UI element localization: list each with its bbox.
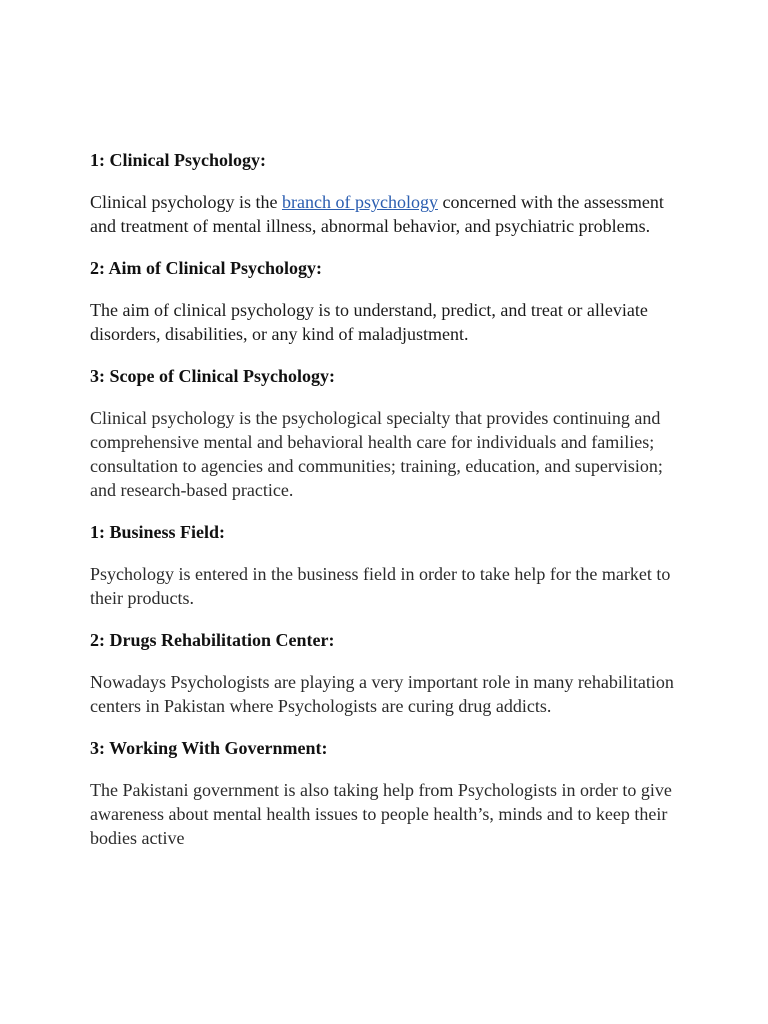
section-heading-drugs-rehabilitation: 2: Drugs Rehabilitation Center: <box>90 630 335 650</box>
document-body <box>90 148 680 868</box>
section-heading-business-field: 1: Business Field: <box>90 522 226 542</box>
section-heading-working-with-government: 3: Working With Government: <box>90 738 328 758</box>
section-text-business-field: Psychology is entered in the business field in order to take help for the market to their products. <box>90 564 671 608</box>
paragraph-text: concerned with the assessment and treatment of mental illness, abnormal behavior, and psychiatric problems. <box>90 192 664 236</box>
section-text-clinical-psychology <box>90 190 680 238</box>
branch-of-psychology-link[interactable]: branch of psychology <box>281 192 438 212</box>
section-heading-clinical-psychology: 1: Clinical Psychology: <box>90 150 266 170</box>
section-text-drugs-rehabilitation: Nowadays Psychologists are playing a very important role in many rehabilitation centers in Pakistan where Psychologists are curing drug addicts. <box>90 672 674 716</box>
section-heading-aim: 2: Aim of Clinical Psychology: <box>90 258 322 278</box>
section-heading-scope: 3: Scope of Clinical Psychology: <box>90 366 335 386</box>
paragraph-text: Clinical psychology is the <box>90 192 282 212</box>
section-text-scope: Clinical psychology is the psychological specialty that provides continuing and comprehensive mental and behavioral health care for individuals and families; consultation to agencies and communities; training, education, and supervision; and research-based practice. <box>90 408 663 500</box>
section-text-working-with-government: The Pakistani government is also taking help from Psychologists in order to give awareness about mental health issues to people health’s, minds and to keep their bodies active <box>90 780 672 848</box>
section-text-aim: The aim of clinical psychology is to understand, predict, and treat or alleviate disorders, disabilities, or any kind of maladjustment. <box>90 300 648 344</box>
